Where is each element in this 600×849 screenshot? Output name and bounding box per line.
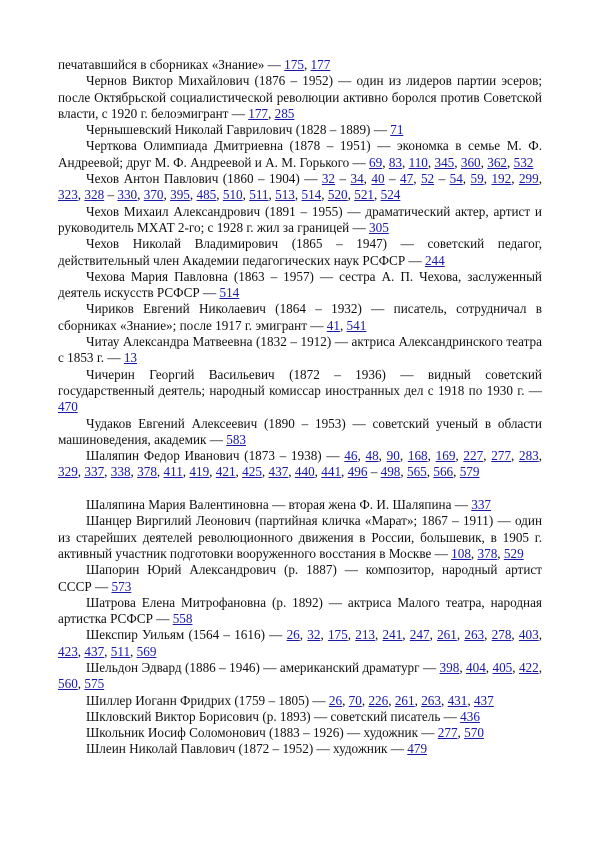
page-ref-link[interactable]: 110 bbox=[408, 154, 428, 170]
entry-text: Чириков Евгений Николаевич (1864 – 1932) — писатель, сотрудничал в сборниках «Знание»; после 1917 г. эмигрант — bbox=[58, 301, 542, 333]
index-entry bbox=[58, 497, 542, 513]
page-ref-link[interactable]: 192 bbox=[491, 171, 512, 187]
page-ref-link[interactable]: 283 bbox=[518, 448, 539, 464]
page-ref-link[interactable]: 496 bbox=[347, 464, 368, 480]
page-ref-link[interactable]: 362 bbox=[487, 154, 508, 170]
index-entry: Шекспир Уильям (1564 – 1616) — 26, 32, 175, 213, 241, 247, 261, 263, 278, 403, 423, 437, 511, 569 bbox=[58, 627, 542, 659]
page-ref-link[interactable]: 575 bbox=[84, 676, 105, 692]
page-ref-link[interactable]: 241 bbox=[382, 627, 403, 643]
page-ref-link[interactable]: 511 bbox=[110, 643, 131, 659]
page-ref-link[interactable]: 485 bbox=[196, 187, 217, 203]
page-ref-link[interactable]: 579 bbox=[459, 464, 480, 480]
page-ref-link[interactable]: 54 bbox=[449, 171, 463, 187]
page-ref-link[interactable]: 328 bbox=[84, 187, 105, 203]
index-entry bbox=[58, 204, 542, 237]
page-ref-link[interactable]: 437 bbox=[268, 464, 289, 480]
page-ref-link[interactable]: 278 bbox=[491, 627, 512, 643]
page-ref-link[interactable]: 175 bbox=[284, 57, 304, 72]
page-ref-link[interactable]: 83 bbox=[388, 154, 402, 170]
page-ref-link[interactable]: 26 bbox=[286, 627, 300, 643]
index-entry: Чехов Антон Павлович (1860 – 1904) — 32 – 34, 40 – 47, 52 – 54, 59, 192, 299, 323, 328 – 330, 370, 395, 485, 510, 511, 513, 514, 520, 521, 524 bbox=[58, 171, 543, 203]
page-ref-link[interactable]: 560 bbox=[58, 676, 78, 692]
entry-text: Шапорин Юрий Александрович (р. 1887) — композитор, народный артист СССР — bbox=[58, 562, 542, 594]
entry-text: Шкловский Виктор Борисович (р. 1893) — советский писатель — bbox=[86, 708, 461, 724]
page-ref-link[interactable]: 411 bbox=[163, 464, 183, 480]
page-ref-link[interactable]: 405 bbox=[492, 659, 513, 675]
page-ref-link[interactable]: 261 bbox=[437, 627, 457, 643]
page-ref-link[interactable]: 583 bbox=[226, 431, 246, 447]
page-ref-link[interactable]: 32 bbox=[321, 171, 336, 187]
page-ref-link[interactable]: 285 bbox=[274, 105, 295, 121]
index-entry: Школьник Иосиф Соломонович (1883 – 1926) — художник — 277, 570 bbox=[86, 725, 484, 741]
page-ref-link[interactable]: 227 bbox=[463, 448, 484, 464]
index-entry bbox=[58, 595, 542, 628]
page-ref-link[interactable]: 498 bbox=[380, 464, 401, 480]
index-entry bbox=[58, 334, 542, 367]
page-ref-link[interactable]: 378 bbox=[137, 464, 157, 480]
page-ref-link[interactable]: 299 bbox=[518, 171, 539, 187]
page-ref-link[interactable]: 404 bbox=[466, 659, 486, 675]
page-ref-link[interactable]: 169 bbox=[435, 448, 456, 464]
entry-text: Шиллер Иоганн Фридрих (1759 – 1805) — bbox=[86, 692, 329, 708]
page-ref-link[interactable]: 226 bbox=[368, 692, 389, 708]
page-ref-link[interactable]: 247 bbox=[409, 627, 430, 643]
page-ref-link[interactable]: 558 bbox=[172, 611, 193, 627]
page-ref-link[interactable]: 40 bbox=[371, 171, 385, 187]
page-ref-link[interactable]: 566 bbox=[433, 464, 454, 480]
index-entry bbox=[58, 416, 542, 449]
page-ref-link[interactable]: 437 bbox=[84, 643, 105, 659]
page-ref-link[interactable]: 395 bbox=[170, 187, 190, 203]
entry-text: Школьник Иосиф Соломонович (1883 – 1926) — художник — bbox=[86, 725, 438, 741]
page-ref-link[interactable]: 337 bbox=[471, 497, 492, 513]
page-ref-link[interactable]: 569 bbox=[136, 643, 157, 659]
index-entry: Чириков Евгений Николаевич (1864 – 1932) — писатель, сотрудничал в сборниках «Знание»; после 1917 г. эмигрант — 41, 541 bbox=[58, 301, 542, 333]
entry-text: Шаляпина Мария Валентиновна — вторая жена Ф. И. Шаляпина — bbox=[86, 497, 472, 513]
page-ref-link[interactable]: 423 bbox=[58, 643, 78, 659]
index-entry: Чернов Виктор Михайлович (1876 – 1952) — один из лидеров партии эсеров; после Октябрьской социалистической революции активно боролся против Советской власти, с 1920 г. белоэмигрант — 177, 285 bbox=[58, 73, 542, 121]
page-ref-link[interactable]: 529 bbox=[503, 545, 524, 561]
page-ref-link[interactable]: 436 bbox=[460, 708, 480, 724]
entry-text: Шельдон Эдвард (1886 – 1946) — американский драматург — bbox=[86, 659, 440, 675]
entry-text: Шекспир Уильям (1564 – 1616) — bbox=[86, 627, 287, 643]
page-ref-link[interactable]: 378 bbox=[477, 545, 498, 561]
page-ref-link[interactable]: 47 bbox=[400, 171, 414, 187]
index-entry bbox=[58, 367, 542, 416]
index-entry: Черткова Олимпиада Дмитриевна (1878 – 1951) — экономка в семье М. Ф. Андреевой; друг М. Ф. Андреевой и А. М. Горького — 69, 83, 110, 345, 360, 362, 532 bbox=[58, 138, 542, 170]
page-ref-link[interactable]: 69 bbox=[369, 154, 383, 170]
entry-text: Чудаков Евгений Алексеевич (1890 – 1953) — советский ученый в области машиноведения, академик — bbox=[58, 415, 542, 447]
page-ref-link[interactable]: 261 bbox=[394, 692, 415, 708]
page-ref-link[interactable]: 175 bbox=[327, 627, 348, 643]
page-ref-link[interactable]: 177 bbox=[248, 105, 269, 121]
page-ref-link[interactable]: 52 bbox=[420, 171, 435, 187]
page-ref-link[interactable]: 520 bbox=[327, 187, 348, 203]
page-ref-link[interactable]: 431 bbox=[447, 692, 468, 708]
index-entry bbox=[58, 709, 542, 725]
page-ref-link[interactable]: 32 bbox=[307, 627, 321, 643]
page-ref-link[interactable]: 510 bbox=[222, 187, 243, 203]
entry-text: Чехова Мария Павловна (1863 – 1957) — сестра А. П. Чехова, заслуженный деятель искусств РСФСР — bbox=[58, 268, 542, 301]
index-entry: Шанцер Виргилий Леонович (партийная кличка «Марат»; 1867 – 1911) — один из старейших деятелей революционного движения в России, большевик, в 1905 г. активный участник подготовки вооруженного восстания в Москве — 108, 378, 529 bbox=[58, 513, 542, 561]
index-entry bbox=[58, 122, 542, 138]
entry-text: Чернышевский Николай Гаврилович (1828 – 1889) — bbox=[86, 122, 391, 138]
page-ref-link[interactable]: 330 bbox=[117, 187, 138, 203]
page-ref-link[interactable]: 541 bbox=[346, 317, 367, 333]
page-ref-link[interactable]: 338 bbox=[110, 464, 131, 480]
page-ref-link[interactable]: 425 bbox=[242, 464, 262, 480]
page-ref-link[interactable]: 573 bbox=[111, 578, 132, 594]
entry-text: печатавшийся в сборниках «Знание» — bbox=[58, 57, 285, 72]
page-ref-link[interactable]: 440 bbox=[294, 464, 315, 480]
page-ref-link[interactable]: 213 bbox=[355, 627, 376, 643]
entry-text: Читау Александра Матвеевна (1832 – 1912) — актриса Александринского театра с 1853 г. — bbox=[58, 334, 542, 366]
page-ref-link[interactable]: 41 bbox=[326, 317, 340, 333]
page-ref-link[interactable]: 337 bbox=[84, 464, 105, 480]
page-ref-link[interactable]: 403 bbox=[518, 627, 539, 643]
page-ref-link[interactable]: 177 bbox=[310, 57, 331, 72]
page-ref-link[interactable]: 277 bbox=[437, 725, 458, 741]
page-ref-link[interactable]: 70 bbox=[348, 692, 362, 708]
page-ref-link[interactable]: 59 bbox=[470, 171, 484, 187]
page-ref-link[interactable]: 329 bbox=[58, 464, 78, 480]
entry-text: Черткова Олимпиада Дмитриевна (1878 – 1951) — экономка в семье М. Ф. Андреевой; друг М. Ф. Андреевой и А. М. Горького — bbox=[58, 138, 542, 170]
page-ref-link[interactable]: 511 bbox=[249, 187, 269, 203]
index-entry bbox=[58, 562, 542, 595]
page-ref-link[interactable]: 244 bbox=[424, 252, 445, 268]
index-entry: Шиллер Иоганн Фридрих (1759 – 1805) — 26, 70, 226, 261, 263, 431, 437 bbox=[86, 692, 494, 708]
page-ref-link[interactable]: 263 bbox=[464, 627, 485, 643]
page-ref-link[interactable]: 345 bbox=[434, 154, 455, 170]
page-ref-link[interactable]: 570 bbox=[464, 725, 484, 741]
page-ref-link[interactable]: 532 bbox=[513, 154, 534, 170]
page-ref-link[interactable]: 277 bbox=[491, 448, 511, 464]
page-ref-link[interactable]: 398 bbox=[439, 659, 460, 675]
page-ref-link[interactable]: 437 bbox=[473, 692, 494, 708]
page-ref-link[interactable]: 90 bbox=[386, 448, 400, 464]
page-ref-link[interactable]: 46 bbox=[344, 448, 358, 464]
index-entry bbox=[58, 741, 542, 757]
entry-text: Чичерин Георгий Васильевич (1872 – 1936) — видный советский государственный деятель; народный комиссар иностранных дел с 1918 по 1930 г. — bbox=[58, 366, 542, 398]
entry-text: Чехов Николай Владимирович (1865 – 1947) — советский педагог, действительный член Академии педагогических наук РСФСР — bbox=[58, 236, 542, 268]
page-ref-link[interactable]: 565 bbox=[406, 464, 427, 480]
page-ref-link[interactable]: 441 bbox=[321, 464, 342, 480]
page-ref-link[interactable]: 34 bbox=[350, 171, 364, 187]
page-ref-link[interactable]: 323 bbox=[58, 187, 78, 203]
page-ref-link[interactable]: 514 bbox=[301, 187, 322, 203]
index-entry bbox=[58, 269, 542, 302]
index-entry: печатавшийся в сборниках «Знание» — 175, 177 bbox=[58, 57, 331, 72]
entry-text: Чехов Антон Павлович (1860 – 1904) — bbox=[86, 171, 322, 187]
index-entry: Шаляпин Федор Иванович (1873 – 1938) — 46, 48, 90, 168, 169, 227, 277, 283, 329, 337, 338, 378, 411, 419, 421, 425, 437, 440, 441, 496 – 498, 565, 566, 579 bbox=[58, 448, 543, 480]
page-ref-link[interactable]: 48 bbox=[365, 448, 379, 464]
page-ref-link[interactable]: 524 bbox=[380, 187, 401, 203]
page-ref-link[interactable]: 470 bbox=[58, 399, 78, 415]
page-ref-link[interactable]: 168 bbox=[407, 448, 428, 464]
page-ref-link[interactable]: 419 bbox=[189, 464, 210, 480]
entry-text: Шаляпин Федор Иванович (1873 – 1938) — bbox=[86, 448, 345, 464]
page-ref-link[interactable]: 108 bbox=[451, 545, 471, 561]
page-ref-link[interactable]: 263 bbox=[421, 692, 441, 708]
index-page bbox=[58, 57, 542, 758]
index-entry: Шельдон Эдвард (1886 – 1946) — американский драматург — 398, 404, 405, 422, 560, 575 bbox=[58, 659, 543, 692]
index-entry bbox=[58, 236, 542, 269]
entry-text: Чехов Михаил Александрович (1891 – 1955) — драматический актер, артист и руководитель МХАТ 2-го; с 1928 г. жил за границей — bbox=[58, 203, 542, 235]
entry-text: Шатрова Елена Митрофановна (р. 1892) — актриса Малого театра, народная артистка РСФСР — bbox=[58, 594, 542, 627]
page-ref-link[interactable]: 71 bbox=[390, 122, 404, 138]
page-ref-link[interactable]: 514 bbox=[219, 285, 240, 301]
page-ref-link[interactable]: 370 bbox=[143, 187, 164, 203]
entry-text: Чернов Виктор Михайлович (1876 – 1952) — один из лидеров партии эсеров; после Октябрьской социалистической революции активно боролся против Советской власти, с 1920 г. белоэмигрант — bbox=[58, 73, 542, 121]
entry-text: Шлеин Николай Павлович (1872 – 1952) — художник — bbox=[86, 741, 408, 757]
page-ref-link[interactable]: 421 bbox=[215, 464, 236, 480]
page-ref-link[interactable]: 26 bbox=[328, 692, 343, 708]
page-ref-link[interactable]: 521 bbox=[354, 187, 375, 203]
page-ref-link[interactable]: 422 bbox=[518, 659, 539, 675]
page-ref-link[interactable]: 305 bbox=[369, 219, 389, 235]
page-ref-link[interactable]: 513 bbox=[275, 187, 295, 203]
entry-text: Шанцер Виргилий Леонович (партийная кличка «Марат»; 1867 – 1911) — один из старейших деятелей революционного движения в России, большевик, в 1905 г. активный участник подготовки вооруженного восстания в Москве — bbox=[58, 513, 542, 561]
page-ref-link[interactable]: 479 bbox=[407, 741, 428, 757]
page-ref-link[interactable]: 360 bbox=[460, 154, 481, 170]
page-ref-link[interactable]: 13 bbox=[123, 350, 138, 366]
